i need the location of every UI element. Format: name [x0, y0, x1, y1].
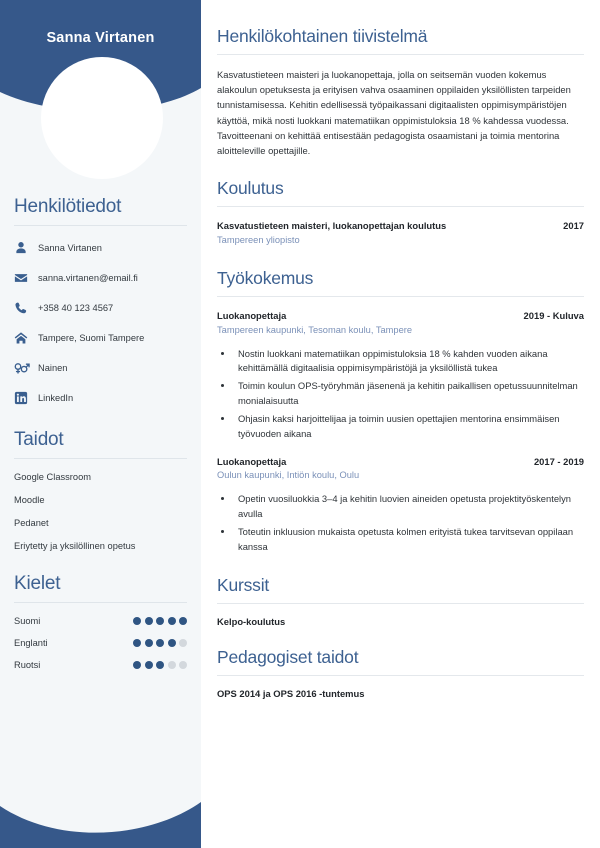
list-item: Moodle [14, 495, 45, 505]
entry-organization: Tampereen kaupunki, Tesoman koulu, Tampere [217, 324, 413, 335]
level-dot [156, 661, 164, 669]
divider [217, 296, 584, 297]
section-languages [14, 573, 187, 670]
section-experience [217, 268, 584, 555]
linkedin-icon [14, 391, 38, 405]
level-dot [133, 661, 141, 669]
languages-heading: Kielet [14, 573, 61, 594]
level-dot [168, 639, 176, 647]
list-item [14, 638, 187, 648]
entry-bullet-list [234, 347, 584, 442]
contact-value: sanna.virtanen@email.fi [38, 272, 138, 283]
level-dot [179, 617, 187, 625]
list-item: Google Classroom [14, 472, 91, 482]
entry-date: 2017 [563, 220, 584, 232]
contact-row-location [14, 329, 187, 347]
pedagogical-heading: Pedagogiset taidot [217, 646, 359, 667]
level-dot [168, 617, 176, 625]
list-item: Kelpo-koulutus [217, 615, 286, 627]
level-dot [145, 639, 153, 647]
language-level-dots [133, 661, 187, 669]
contact-value: Tampere, Suomi Tampere [38, 332, 145, 343]
main-content [201, 0, 600, 848]
contact-row-phone[interactable] [14, 299, 187, 317]
experience-heading: Työkokemus [217, 267, 314, 288]
section-education [217, 178, 584, 248]
list-item: Pedanet [14, 518, 49, 528]
language-level-dots [133, 617, 187, 625]
language-label: Englanti [14, 638, 48, 648]
list-item: Eriytetty ja yksilöllinen opetus [14, 541, 136, 551]
divider [14, 602, 187, 603]
divider [217, 603, 584, 604]
language-label: Ruotsi [14, 660, 41, 670]
divider [217, 675, 584, 676]
entry-title: Luokanopettaja [217, 309, 287, 321]
education-entry [217, 219, 584, 248]
profile-name: Sanna Virtanen [46, 30, 155, 46]
contact-value: Sanna Virtanen [38, 242, 102, 253]
sidebar [0, 0, 201, 848]
level-dot [179, 661, 187, 669]
list-item: • Opetin vuosiluokkia 3–4 ja kehitin luovien aineiden opetusta projektityöskentelyn avulla [234, 492, 584, 522]
contact-value: +358 40 123 4567 [38, 302, 114, 313]
list-item: • Ohjasin kaksi harjoittelijaa ja toimin uusien opettajien mentorina ensimmäisen työvuoden aikana [234, 412, 584, 442]
entry-title: Luokanopettaja [217, 455, 287, 467]
section-personal-info [14, 196, 187, 407]
entry-date: 2017 - 2019 [533, 455, 584, 467]
contact-row-linkedin[interactable] [14, 389, 187, 407]
contact-row-name [14, 239, 187, 257]
home-icon [14, 331, 38, 345]
level-dot [133, 617, 141, 625]
entry-header [217, 219, 584, 233]
level-dot [156, 617, 164, 625]
divider [217, 54, 584, 55]
education-heading: Koulutus [217, 178, 284, 199]
sidebar-bottom-curve [0, 738, 201, 848]
personal-info-heading: Henkilötiedot [14, 196, 122, 217]
divider [14, 225, 187, 226]
sidebar-content [0, 196, 201, 670]
entry-organization: Oulun kaupunki, Intiön koulu, Oulu [217, 470, 360, 481]
envelope-icon [14, 271, 38, 285]
contact-value: LinkedIn [38, 392, 74, 403]
phone-icon [14, 301, 38, 315]
section-courses [217, 575, 584, 627]
list-item: • Toimin koulun OPS-työryhmän jäsenenä ja kehitin paikallisen opetussuunnitelman monialaisuutta [234, 379, 584, 409]
entry-organization: Tampereen yliopisto [217, 235, 300, 246]
language-level-dots [133, 639, 187, 647]
section-pedagogical-skills [217, 647, 584, 699]
level-dot [145, 661, 153, 669]
experience-entry [217, 455, 584, 555]
level-dot [133, 639, 141, 647]
language-label: Suomi [14, 616, 41, 626]
experience-entry [217, 309, 584, 442]
entry-header [217, 455, 584, 469]
summary-heading: Henkilökohtainen tiivistelmä [217, 26, 428, 46]
list-item [14, 660, 187, 670]
entry-date: 2019 - Kuluva [523, 309, 584, 321]
entry-header [217, 309, 584, 323]
list-item: • Toteutin inkluusion mukaista opetusta kolmen erityistä tukea tarvitsevan oppilaan kanssa [234, 525, 584, 555]
entry-bullet-list [234, 492, 584, 554]
level-dot [168, 661, 176, 669]
contact-value: Nainen [38, 362, 68, 373]
section-summary [217, 26, 584, 158]
courses-heading: Kurssit [217, 574, 270, 595]
list-item [14, 616, 187, 626]
divider [217, 206, 584, 207]
list-item: • Nostin luokkani matematiikan oppimistuloksia 18 % kahden vuoden aikana kehittämällä digitaalisia oppimisympäristöjä ja yksilöllistä tukea [234, 347, 584, 377]
avatar [41, 57, 163, 179]
level-dot [156, 639, 164, 647]
summary-text: Kasvatustieteen maisteri ja luokanopettaja, jolla on seitsemän vuoden kokemus alakoulun opetuksesta ja erityisen vahva osaaminen oppilaiden yksilöllisten tarpeiden tunnistamisessa. Kehitin edellisessä työpaikassani digitaalisten oppimisympäristöjen käyttöä, mikä nosti luokkani matematiikan oppimistuloksia 18 % kahdessa vuodessa. Tavoitteenani on kehittää entisestään pedagogista osaamistani ja toimia mentorina aloitteleville opettajille. [217, 69, 571, 157]
skills-heading: Taidot [14, 429, 64, 450]
entry-title: Kasvatustieteen maisteri, luokanopettajan koulutus [217, 220, 447, 232]
gender-icon [14, 361, 38, 375]
contact-row-gender [14, 359, 187, 377]
list-item: OPS 2014 ja OPS 2016 -tuntemus [217, 687, 365, 699]
contact-row-email[interactable] [14, 269, 187, 287]
divider [14, 458, 187, 459]
level-dot [179, 639, 187, 647]
person-icon [14, 241, 38, 255]
section-skills [14, 429, 187, 551]
level-dot [145, 617, 153, 625]
